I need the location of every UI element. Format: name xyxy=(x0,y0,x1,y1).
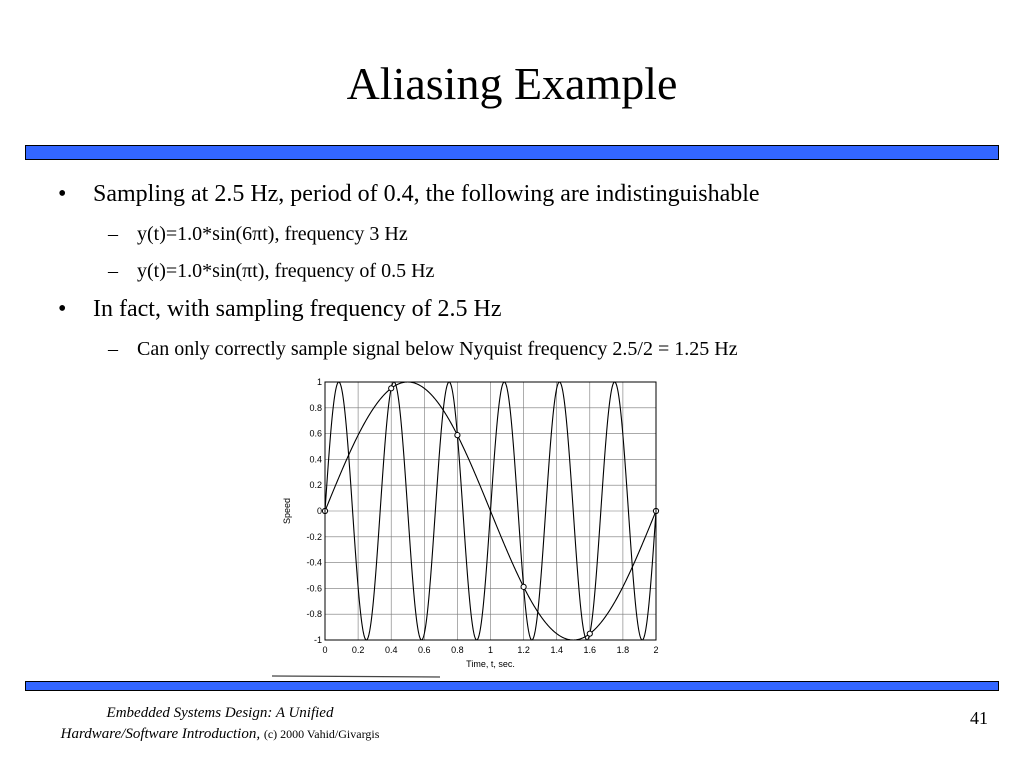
x-tick-label: 2 xyxy=(653,645,659,655)
y-tick-label: -0.6 xyxy=(306,583,322,594)
sub-bullet-text: Can only correctly sample signal below Nyquist frequency 2.5/2 = 1.25 Hz xyxy=(137,338,738,360)
page-number: 41 xyxy=(970,708,988,728)
x-tick-label: 1 xyxy=(487,645,494,655)
sub-bullet-text: y(t)=1.0*sin(6πt), frequency 3 Hz xyxy=(137,223,408,245)
y-tick-label: 0.8 xyxy=(309,402,322,413)
x-tick-label: 1.6 xyxy=(583,645,597,655)
footer-line-2-copyright: (c) 2000 Vahid/Givargis xyxy=(263,727,380,741)
scan-edge-line xyxy=(272,676,440,677)
y-tick-label: 0.6 xyxy=(309,428,322,439)
bullet-text: In fact, with sampling frequency of 2.5 Hz xyxy=(93,296,502,322)
x-tick-label: 1.4 xyxy=(550,645,563,655)
footer-divider-bar xyxy=(25,681,999,691)
y-tick-label: 1 xyxy=(316,377,322,387)
sub-bullet-marker: – xyxy=(108,223,118,245)
footer-line-1: Embedded Systems Design: A Unified xyxy=(106,705,334,721)
sample-point xyxy=(389,386,394,391)
sample-point xyxy=(521,584,526,589)
bullet-marker: • xyxy=(58,296,67,322)
title-divider-bar xyxy=(25,145,999,160)
sub-bullet-marker: – xyxy=(108,260,118,282)
x-tick-label: 1.2 xyxy=(517,645,530,655)
x-tick-label: 0.2 xyxy=(351,645,365,655)
y-tick-label: -0.4 xyxy=(306,557,322,568)
slide-title: Aliasing Example xyxy=(346,58,678,109)
sub-bullet-text: y(t)=1.0*sin(πt), frequency of 0.5 Hz xyxy=(137,260,435,282)
y-tick-label: -0.8 xyxy=(306,609,322,620)
y-tick-label: -1 xyxy=(313,635,322,645)
footer-citation xyxy=(30,703,410,745)
bullet-text: Sampling at 2.5 Hz, period of 0.4, the following are indistinguishable xyxy=(93,181,760,207)
sub-bullet-marker: – xyxy=(108,338,118,360)
y-tick-label: 0 xyxy=(316,506,322,516)
x-axis-label: Time, t, sec. xyxy=(466,659,515,669)
aliasing-chart xyxy=(270,372,670,680)
y-tick-label: -0.2 xyxy=(306,531,322,542)
x-tick-label: 0.4 xyxy=(384,645,398,655)
y-tick-label: 0.2 xyxy=(309,480,322,491)
x-tick-label: 0.6 xyxy=(418,645,431,655)
y-tick-label: 0.4 xyxy=(309,454,322,465)
sample-point xyxy=(587,631,592,636)
footer-line-2-italic: Hardware/Software Introduction, xyxy=(60,726,261,742)
bullet-marker: • xyxy=(58,181,67,207)
footer-line-2 xyxy=(30,724,410,745)
x-tick-label: 0 xyxy=(322,645,328,655)
x-tick-label: 1.8 xyxy=(616,645,630,655)
x-tick-label: 0.8 xyxy=(451,645,464,655)
sample-point xyxy=(455,433,460,438)
y-axis-label: Speed xyxy=(282,497,292,525)
